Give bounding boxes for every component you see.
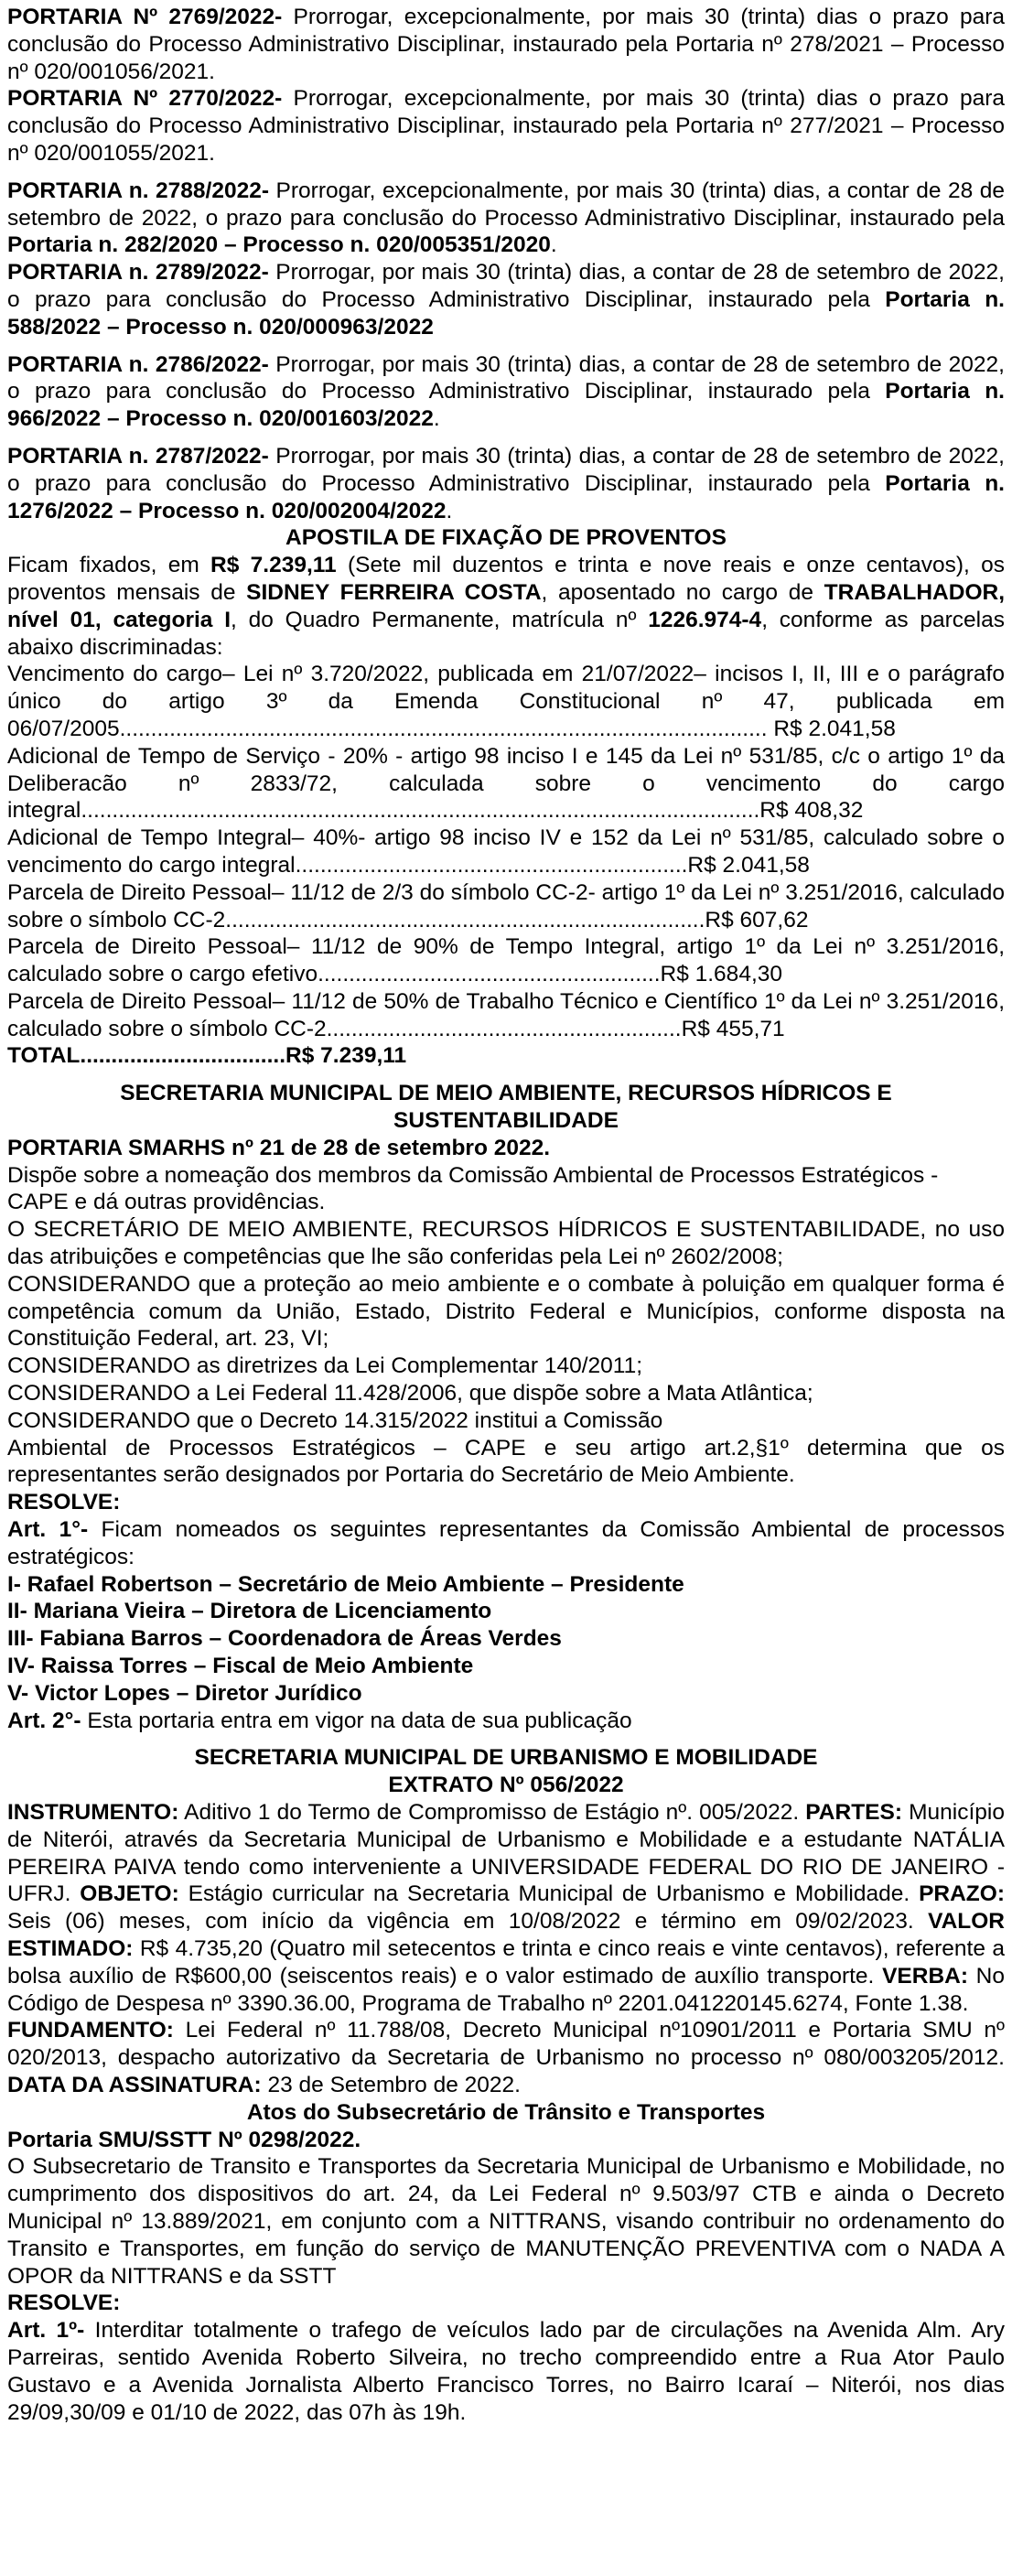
- membro-2: II- Mariana Vieira – Diretora de Licenciamento: [7, 1599, 492, 1624]
- art1-interdicao: Art. 1º- Interditar totalmente o trafego de veículos lado par de circulações na Avenida Alm. Ary Parreiras, sentido Avenida Roberto Silveira, no trecho compreendido entre a Rua Ator Paulo Gustavo e a Avenida Jornalista Alberto Francisco Torres, no Bairro Icaraí – Niterói, nos dias 29/09,30/09 e 01/10 de 2022, das 07h às 19h.: [7, 2318, 1006, 2425]
- parcela-vencimento: Vencimento do cargo– Lei nº 3.720/2022, publicada em 21/07/2022– incisos I, II, III e o parágrafo único do artigo 3º da Emenda Constitucional nº 47, publicada em 06/07/2005........................................................................................................ R$ 2.041,58: [7, 662, 1005, 741]
- portaria-ref: Portaria n. 588/2022 – Processo n. 020/000963/2022: [7, 286, 1005, 340]
- portaria-2786: PORTARIA n. 2786/2022- Prorrogar, por mais 30 (trinta) dias, a contar de 28 de setembro de 2022, o prazo para conclusão do Processo Administrativo Disciplinar, instaurado pela Portaria n. 966/2022 – Processo n. 020/001603/2022.: [7, 351, 1005, 432]
- portaria-2789: [7, 259, 1005, 340]
- portaria-2787: PORTARIA n. 2787/2022- Prorrogar, por mais 30 (trinta) dias, a contar de 28 de setembro de 2022, o prazo para conclusão do Processo Administrativo Disciplinar, instaurado pela Portaria n. 1276/2022 – Processo n. 020/002004/2022.: [7, 443, 1005, 523]
- portaria-smarhs-ementa: Dispõe sobre a nomeação dos membros da Comissão Ambiental de Processos Estratégicos - CAPE e dá outras providências.: [7, 1162, 939, 1215]
- portaria-number: PORTARIA n. 2789/2022-: [7, 260, 269, 286]
- art1-nomeacao: Art. 1°- Ficam nomeados os seguintes representantes da Comissão Ambiental de processos estratégicos:: [7, 1517, 1005, 1569]
- portaria-ref: Portaria n. 1276/2022 – Processo n. 020/002004/2022: [7, 470, 1005, 523]
- portaria-2788: PORTARIA n. 2788/2022- Prorrogar, excepcionalmente, por mais 30 (trinta) dias, a contar de 28 de setembro de 2022, o prazo para conclusão do Processo Administrativo Disciplinar, instaurado pela Portaria n. 282/2020 – Processo n. 020/005351/2020.: [7, 178, 1006, 258]
- extrato-title: EXTRATO Nº 056/2022: [388, 1773, 624, 1798]
- portaria-2770: [7, 85, 1005, 167]
- portaria-text: Prorrogar, por mais 30 (trinta) dias, a contar de 28 de setembro de 2022, o prazo para conclusão do Processo Administrativo Disciplinar, instaurado pela: [7, 443, 1005, 496]
- portaria-number: PORTARIA Nº 2769/2022-: [7, 5, 283, 29]
- portaria-number: PORTARIA n. 2787/2022-: [7, 443, 269, 469]
- parcela-tempo-integral: Adicional de Tempo Integral– 40%- artigo 98 inciso IV e 152 da Lei nº 531/85, calculado sobre o vencimento do cargo integral...............................................................R$ 2.041,58: [7, 825, 1005, 878]
- parcela-direito-pessoal-cc2: Parcela de Direito Pessoal– 11/12 de 2/3 do símbolo CC-2- artigo 1º da Lei nº 3.251/2016, calculado sobre o símbolo CC-2.............................................................................R$ 607,62: [7, 879, 1005, 932]
- portaria-number: PORTARIA n. 2788/2022-: [7, 178, 270, 203]
- membro-1: I- Rafael Robertson – Secretário de Meio Ambiente – Presidente: [7, 1571, 684, 1597]
- considerando-4: CONSIDERANDO que o Decreto 14.315/2022 institui a Comissão: [7, 1407, 663, 1433]
- apostila-total: TOTAL.................................R$ 7.239,11: [7, 1043, 407, 1069]
- portaria-number: PORTARIA n. 2786/2022-: [7, 351, 269, 377]
- transito-heading: Atos do Subsecretário de Trânsito e Transportes: [246, 2099, 766, 2125]
- portaria-sstt-title: Portaria SMU/SSTT Nº 0298/2022.: [7, 2127, 361, 2152]
- portaria-text: Prorrogar, por mais 30 (trinta) dias, a contar de 28 de setembro de 2022, o prazo para conclusão do Processo Administrativo Disciplinar, instaurado pela: [7, 260, 1005, 312]
- parcela-tempo-servico: Adicional de Tempo de Serviço - 20% - artigo 98 inciso I e 145 da Lei nº 531/85, c/c o artigo 1º da Deliberacão nº 2833/72, calculada sobre o vencimento do cargo integral.............................................................................................................R$ 408,32: [7, 743, 1005, 824]
- portaria-text: Prorrogar, excepcionalmente, por mais 30 (trinta) dias o prazo para conclusão do Processo Administrativo Disciplinar, instaurado pela Portaria nº 278/2021 – Processo nº 020/001056/2021.: [7, 5, 1005, 84]
- gazette-page: [7, 0, 1005, 2426]
- apostila-intro: Ficam fixados, em R$ 7.239,11 (Sete mil duzentos e trinta e nove reais e onze centavos), os proventos mensais de SIDNEY FERREIRA COSTA, aposentado no cargo de TRABALHADOR, nível 01, categoria I, do Quadro Permanente, matrícula nº 1226.974-4, conforme as parcelas abaixo discriminadas:: [7, 553, 1005, 660]
- considerando-5: Ambiental de Processos Estratégicos – CAPE e seu artigo art.2,§1º determina que os representantes serão designados por Portaria do Secretário de Meio Ambiente.: [7, 1435, 1005, 1488]
- extrato-body: INSTRUMENTO: Aditivo 1 do Termo de Compromisso de Estágio nº. 005/2022. PARTES: Município de Niterói, através da Secretaria Municipal de Urbanismo e Mobilidade e a estudante NATÁLIA PEREIRA PAIVA tendo como interveniente a UNIVERSIDADE FEDERAL DO RIO DE JANEIRO - UFRJ. OBJETO: Estágio curricular na Secretaria Municipal de Urbanismo e Mobilidade. PRAZO: Seis (06) meses, com início da vigência em 10/08/2022 e término em 09/02/2023. VALOR ESTIMADO: R$ 4.735,20 (Quatro mil setecentos e trinta e cinco reais e vinte centavos), referente a bolsa auxílio de R$600,00 (seiscentos reais) e o valor estimado de auxílio transporte. VERBA: No Código de Despesa nº 3390.36.00, Programa de Trabalho nº 2201.041220145.6274, Fonte 1.38.: [7, 1800, 1005, 2016]
- portaria-ref: Portaria n. 966/2022 – Processo n. 020/001603/2022: [7, 379, 1005, 432]
- considerando-2: CONSIDERANDO as diretrizes da Lei Complementar 140/2011;: [7, 1353, 643, 1379]
- portaria-sstt-preambulo: O Subsecretario de Transito e Transportes da Secretaria Municipal de Urbanismo e Mobilidade, no cumprimento dos dispositivos do art. 24, da Lei Federal nº 9.503/97 CTB e ainda o Decreto Municipal nº 13.889/2021, em conjunto com a NITTRANS, visando contribuir no ordenamento do Transito e Transportes, em função do serviço de MANUTENÇÃO PREVENTIVA com o NADA A OPOR da NITTRANS e da SSTT: [7, 2154, 1005, 2289]
- parcela-direito-pessoal-trabalho-tecnico: Parcela de Direito Pessoal– 11/12 de 50% de Trabalho Técnico e Científico 1º da Lei nº 3.251/2016, calculado sobre o símbolo CC-2.........................................................R$ 455,71: [7, 988, 1005, 1041]
- membro-4: IV- Raissa Torres – Fiscal de Meio Ambiente: [7, 1654, 474, 1679]
- considerando-1: CONSIDERANDO que a proteção ao meio ambiente e o combate à poluição em qualquer forma é competência comum da União, Estado, Distrito Federal e Municípios, conforme disposta na Constituição Federal, art. 23, VI;: [7, 1271, 1005, 1352]
- portaria-text: Prorrogar, excepcionalmente, por mais 30 (trinta) dias o prazo para conclusão do Processo Administrativo Disciplinar, instaurado pela Portaria nº 277/2021 – Processo nº 020/001055/2021.: [7, 86, 1005, 166]
- resolve-label: RESOLVE:: [7, 1490, 121, 1515]
- secretaria-meio-ambiente-heading: SECRETARIA MUNICIPAL DE MEIO AMBIENTE, RECURSOS HÍDRICOS E SUSTENTABILIDADE: [120, 1081, 892, 1134]
- extrato-fundamento: FUNDAMENTO: Lei Federal nº 11.788/08, Decreto Municipal nº10901/2011 e Portaria SMU nº 020/2013, despacho autorizativo da Secretaria de Urbanismo no processo nº 080/003205/2012. DATA DA ASSINATURA: 23 de Setembro de 2022.: [7, 2018, 1005, 2097]
- membro-5: V- Victor Lopes – Diretor Jurídico: [7, 1680, 362, 1706]
- art2-vigencia: Art. 2°- Esta portaria entra em vigor na data de sua publicação: [7, 1708, 632, 1733]
- portaria-ref: Portaria n. 282/2020 – Processo n. 020/005351/2020: [7, 232, 551, 258]
- secretaria-urbanismo-heading: SECRETARIA MUNICIPAL DE URBANISMO E MOBILIDADE: [194, 1745, 818, 1771]
- considerando-3: CONSIDERANDO a Lei Federal 11.428/2006, que dispõe sobre a Mata Atlântica;: [7, 1381, 813, 1407]
- parcela-direito-pessoal-tempo-integral: Parcela de Direito Pessoal– 11/12 de 90% de Tempo Integral, artigo 1º da Lei nº 3.251/2016, calculado sobre o cargo efetivo.......................................................R$ 1.684,30: [7, 934, 1005, 987]
- portaria-smarhs-preambulo: O SECRETÁRIO DE MEIO AMBIENTE, RECURSOS HÍDRICOS E SUSTENTABILIDADE, no uso das atribuições e competências que lhe são conferidas pela Lei nº 2602/2008;: [7, 1217, 1005, 1270]
- membro-3: III- Fabiana Barros – Coordenadora de Áreas Verdes: [7, 1626, 562, 1652]
- portaria-2769: [7, 4, 1005, 85]
- apostila-title: APOSTILA DE FIXAÇÃO DE PROVENTOS: [285, 525, 727, 551]
- portaria-text: Prorrogar, por mais 30 (trinta) dias, a contar de 28 de setembro de 2022, o prazo para conclusão do Processo Administrativo Disciplinar, instaurado pela: [7, 351, 1005, 404]
- portaria-smarhs-title: PORTARIA SMARHS nº 21 de 28 de setembro 2022.: [7, 1135, 551, 1160]
- portaria-text: Prorrogar, excepcionalmente, por mais 30 (trinta) dias, a contar de 28 de setembro de 2022, o prazo para conclusão do Processo Administrativo Disciplinar, instaurado pela: [7, 178, 1006, 231]
- portaria-number: PORTARIA Nº 2770/2022-: [7, 86, 283, 112]
- resolve-label-sstt: RESOLVE:: [7, 2290, 121, 2316]
